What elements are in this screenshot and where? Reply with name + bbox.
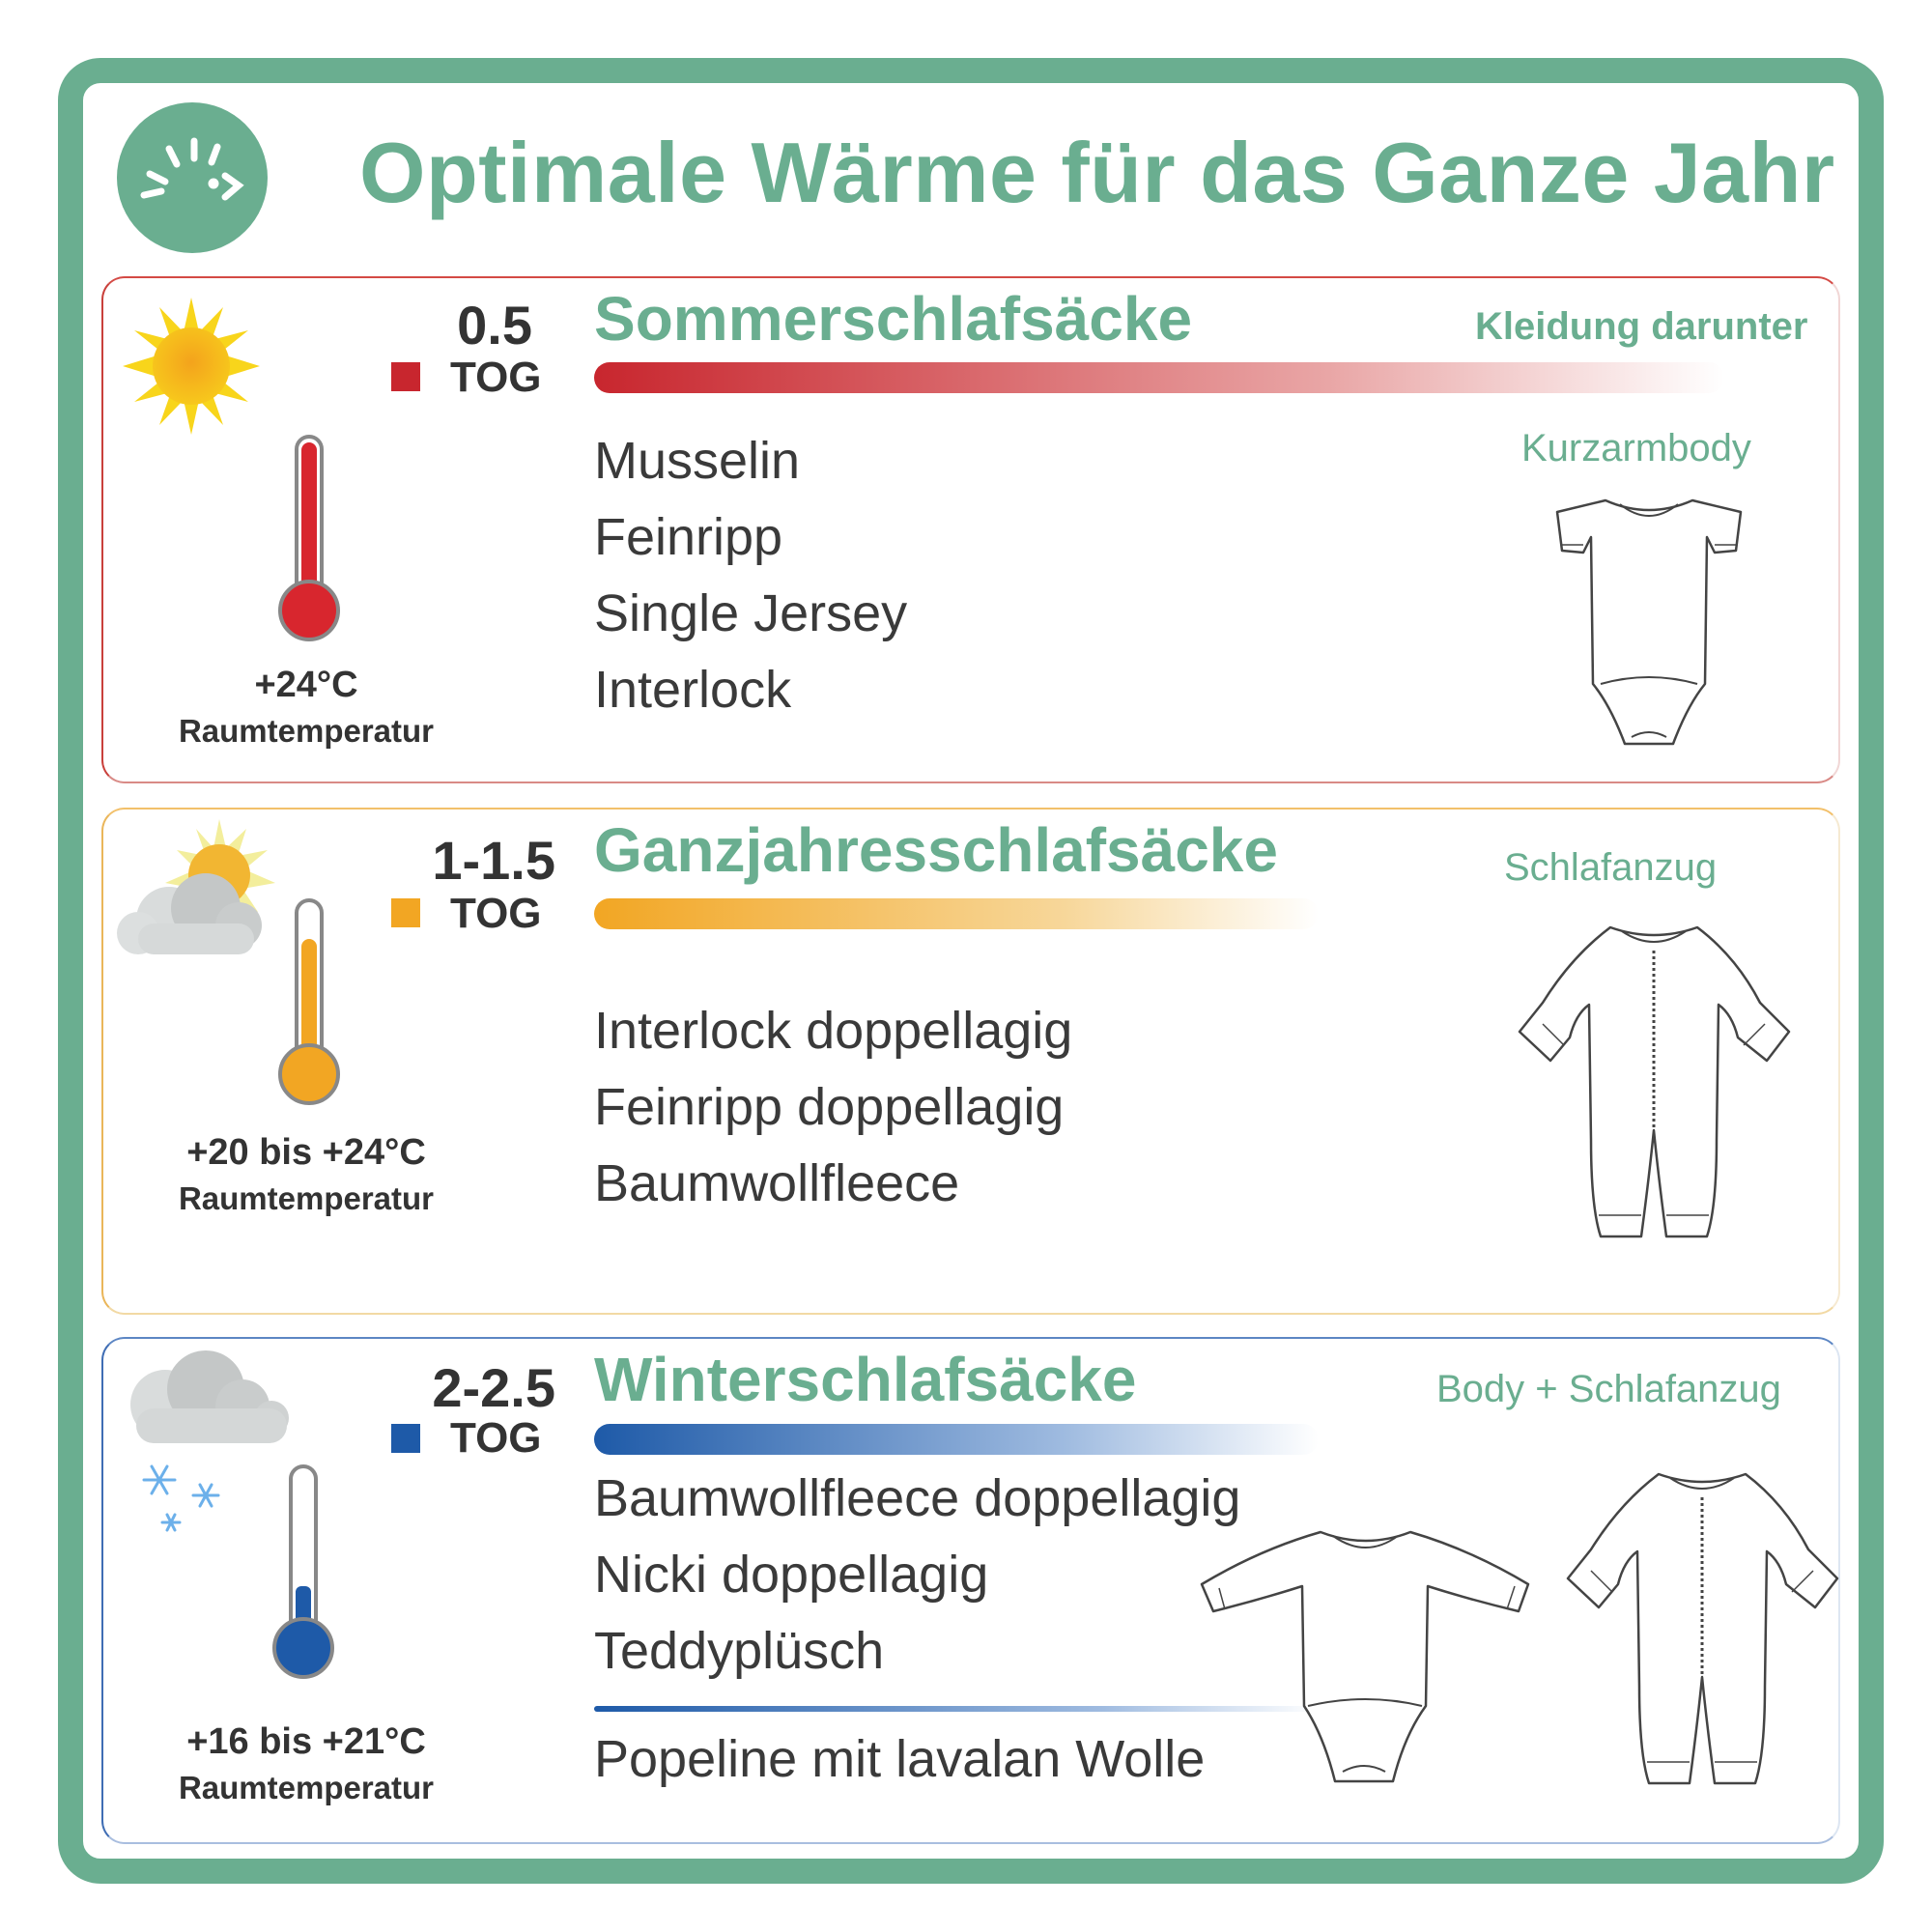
tog-value: 2-2.5 — [432, 1357, 555, 1418]
long-sleeve-bodysuit-icon — [1200, 1522, 1533, 1793]
material-item: Interlock — [594, 661, 792, 719]
room-temperature-label: Raumtemperatur — [178, 713, 435, 749]
cloud-snow-icon — [117, 1349, 291, 1532]
room-temperature-label: Raumtemperatur — [178, 1180, 435, 1216]
temperature-value: +16 bis +21°C — [186, 1721, 426, 1762]
material-item: Baumwollfleece doppellagig — [594, 1469, 1241, 1527]
tog-label: TOG — [450, 1414, 542, 1462]
tog-gradient-bar — [594, 1424, 1319, 1455]
tog-color-swatch — [391, 898, 420, 927]
materials-list — [594, 423, 907, 728]
thermometer-icon — [275, 896, 343, 1109]
materials-list — [594, 1461, 1240, 1690]
material-item: Feinripp doppellagig — [594, 1078, 1065, 1136]
logo — [117, 102, 268, 253]
clothing-label: Schlafanzug — [1504, 846, 1718, 889]
all-year-section — [101, 808, 1840, 1315]
category-title: Winterschlafsäcke — [594, 1345, 1137, 1414]
sun-icon — [119, 294, 264, 439]
temperature-value: +20 bis +24°C — [186, 1132, 426, 1173]
material-item: Feinripp — [594, 508, 783, 566]
category-title: Sommerschlafsäcke — [594, 284, 1193, 354]
material-item: Musselin — [594, 432, 801, 490]
tog-gradient-bar — [594, 362, 1724, 393]
sun-cloud-icon — [113, 815, 287, 960]
tog-label: TOG — [450, 890, 542, 937]
clothing-label: Body + Schlafanzug — [1436, 1368, 1781, 1410]
summer-section — [101, 276, 1840, 783]
tog-color-swatch — [391, 1424, 420, 1453]
logo-icon — [117, 102, 268, 253]
material-item-wool: Popeline mit lavalan Wolle — [594, 1730, 1206, 1788]
tog-label: TOG — [450, 354, 542, 401]
thermometer-icon — [270, 1463, 337, 1685]
materials-list — [594, 993, 1072, 1222]
clothing-header: Kleidung darunter — [1475, 305, 1808, 348]
material-item: Teddyplüsch — [594, 1622, 885, 1680]
tog-value: 1-1.5 — [432, 830, 555, 891]
short-sleeve-bodysuit-icon — [1543, 491, 1755, 752]
sleepsuit-icon — [1562, 1464, 1842, 1803]
temperature-value: +24°C — [254, 665, 358, 705]
clothing-label: Kurzarmbody — [1521, 427, 1751, 469]
tog-value: 0.5 — [457, 295, 532, 355]
tog-gradient-bar — [594, 898, 1319, 929]
tog-color-swatch — [391, 362, 420, 391]
material-item: Nicki doppellagig — [594, 1546, 989, 1604]
thermometer-icon — [275, 433, 343, 645]
page-title: Optimale Wärme für das Ganze Jahr — [359, 125, 1835, 220]
material-item: Interlock doppellagig — [594, 1002, 1073, 1060]
winter-section — [101, 1337, 1840, 1844]
material-item: Baumwollfleece — [594, 1154, 960, 1212]
sleepsuit-icon — [1514, 918, 1794, 1256]
category-title: Ganzjahresschlafsäcke — [594, 815, 1278, 885]
room-temperature-label: Raumtemperatur — [178, 1770, 435, 1805]
material-item: Single Jersey — [594, 584, 908, 642]
